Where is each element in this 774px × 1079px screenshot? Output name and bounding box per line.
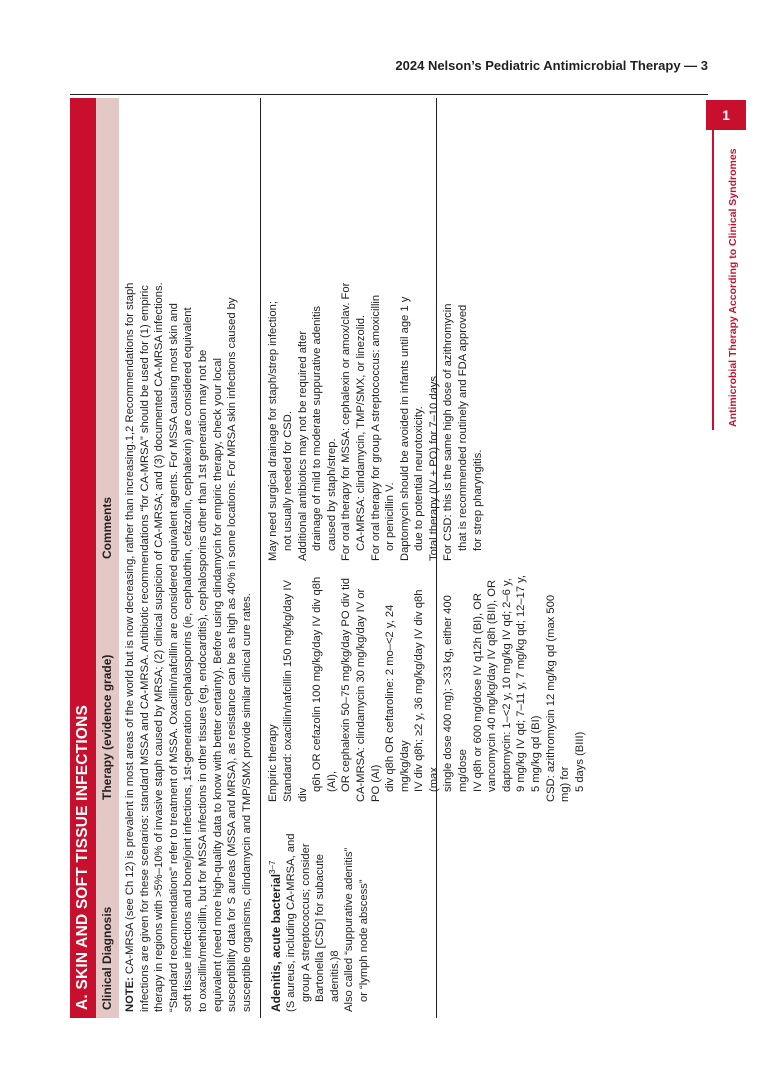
note-label: NOTE: xyxy=(124,977,136,1012)
chapter-tab-label: Antimicrobial Therapy According to Clinical Syndromes xyxy=(727,148,739,427)
diagnosis-refs: 3–7 xyxy=(268,860,278,874)
column-header-comments: Comments xyxy=(100,496,115,559)
therapy-line: Standard: oxacillin/nafcillin 150 mg/kg/day IV div xyxy=(281,579,309,802)
therapy-line: IV q8h or 600 mg/dose IV q12h (BI), OR xyxy=(471,593,484,792)
header-rule xyxy=(70,94,708,95)
therapy-line: OR cephalexin 50–75 mg/kg/day PO div tid xyxy=(340,578,353,792)
chapter-tab-rule xyxy=(712,130,714,430)
note-line: infections are given for these scenarios: standard MSSA and CA-MRSA. Antibiotic recommendations “for CA-MRSA” should be used for (1) empiric xyxy=(138,285,151,1012)
comment-line: Additional antibiotics may not be required after xyxy=(296,330,309,561)
column-header-row xyxy=(96,98,119,1018)
note-line xyxy=(123,104,138,1012)
therapy-line: 5 mg/kg qd (BI) xyxy=(530,715,543,792)
comment-line: that is recommended routinely and FDA approved xyxy=(457,304,470,551)
note-line: to oxacillin/methicillin, but for MSSA infections in other tissues (eg, endocarditis), cephalosporins other than 1st generation may not be xyxy=(196,349,209,1012)
comment-line: For CSD: this is the same high dose of azithromycin xyxy=(442,303,455,561)
note-line: equivalent (need more high-quality data to know with better certainty). Before using clindamycin for empiric therapy, check your local xyxy=(211,358,224,1012)
comment-line: For oral therapy for MSSA: cephalexin or amox/clav. For xyxy=(340,282,353,561)
note-line: susceptible organisms, clindamycin and TMP/SMX provide similar clinical cure rates. xyxy=(240,593,253,1012)
comment-line: CA-MRSA: clindamycin, TMP/SMX, or linezolid. xyxy=(354,314,367,551)
therapy-line: IV div q8h; ≥2 y, 36 mg/kg/day IV div q8h (max xyxy=(413,589,440,792)
note-line: susceptibility data for S aureas (MSSA and MRSA), as resistance can be as high as 40% in some locations. For MRSA skin infections caused by xyxy=(226,297,239,1012)
diagnosis-line: Bartonella [CSD] for subacute xyxy=(314,854,327,1002)
comment-line: May need surgical drainage for staph/strep infection; xyxy=(267,301,280,561)
therapy-line: Empiric therapy xyxy=(267,724,280,802)
comment-line: caused by staph/strep. xyxy=(325,438,338,551)
comment-line: due to potential neurotoxicity. xyxy=(413,406,426,551)
note-block xyxy=(119,98,261,1018)
note-line-text: CA-MRSA (see Ch 12) is prevalent in most areas of the world but is now decreasing, rather than increasing.1,2 Recommendations for staph xyxy=(124,282,136,975)
comment-line: Daptomycin should be avoided in infants until age 1 y xyxy=(398,296,411,561)
running-head: 2024 Nelson’s Pediatric Antimicrobial Therapy — 3 xyxy=(395,58,708,73)
diagnosis-line: (S aureus, including CA-MRSA, and xyxy=(284,833,297,1012)
diagnosis-line: group A streptococcus; consider xyxy=(299,843,312,1002)
note-line: soft tissue infections and bone/joint infections, 1st-generation cephalosporins (ie, cephalothin, cefazolin, cephalexin) are considered equivalent xyxy=(182,307,195,1012)
therapy-line: CSD: azithromycin 12 mg/kg qd (max 500 mg) for xyxy=(544,594,572,802)
diagnosis-name xyxy=(266,814,284,1012)
column-header-therapy: Therapy (evidence grade) xyxy=(100,654,115,800)
comment-line: drainage of mild to moderate suppurative adenitis xyxy=(311,305,324,551)
comment-line: Total therapy (IV + PO) for 7–10 days. xyxy=(427,372,440,561)
section-title: A. SKIN AND SOFT TISSUE INFECTIONS xyxy=(70,98,96,1018)
diagnosis-cell xyxy=(266,808,587,1018)
therapy-line: daptomycin: 1–<2 y, 10 mg/kg IV qd; 2–6 y, xyxy=(500,578,513,792)
therapy-line: 5 days (BIII) xyxy=(573,731,586,792)
therapy-line: div q8h OR ceftaroline: 2 mo–<2 y, 24 mg/kg/day xyxy=(384,604,411,792)
note-line: therapy in regions with >5%–10% of invasive staph caused by MRSA; (2) clinical suspicion of CA-MRSA; and (3) documented CA-MRSA infections. xyxy=(153,282,166,1012)
rotated-table xyxy=(70,98,586,1018)
therapy-line: q6h OR cefazolin 100 mg/kg/day IV div q8h (AI), xyxy=(311,576,338,792)
comment-line: not usually needed for CSD. xyxy=(281,411,294,551)
diagnosis-line: adenitis.)8 xyxy=(328,950,341,1002)
column-header-diagnosis: Clinical Diagnosis xyxy=(100,906,115,1010)
diagnosis-line: or “lymph node abscess” xyxy=(357,879,370,1002)
therapy-line: single dose 400 mg); >33 kg, either 400 mg/dose xyxy=(442,595,470,792)
table-row xyxy=(261,98,586,1018)
comment-line: for strep pharyngitis. xyxy=(471,449,484,551)
therapy-line: CA-MRSA: clindamycin 30 mg/kg/day IV or PO (AI) xyxy=(354,588,382,802)
comments-cell xyxy=(266,98,587,567)
comment-line: For oral therapy for group A streptococcus: amoxicillin xyxy=(369,294,382,561)
therapy-cell xyxy=(266,567,587,808)
therapy-line: 9 mg/kg IV qd; 7–11 y, 7 mg/kg qd; 12–17 y, xyxy=(515,574,528,792)
diagnosis-line: Also called “suppurative adenitis” xyxy=(343,847,356,1012)
note-line: “Standard recommendations” refer to treatment of MSSA. Oxacillin/nafcillin are considered equivalent agents. For MSSA causing most skin and xyxy=(167,303,180,1012)
diagnosis-name-text: Adenitis, acute bacterial xyxy=(269,873,284,1012)
chapter-tab-number: 1 xyxy=(706,100,746,130)
therapy-line: vancomycin 40 mg/kg/day IV q8h (BII), OR xyxy=(486,579,499,792)
comment-line: or penicillin V. xyxy=(384,482,397,551)
